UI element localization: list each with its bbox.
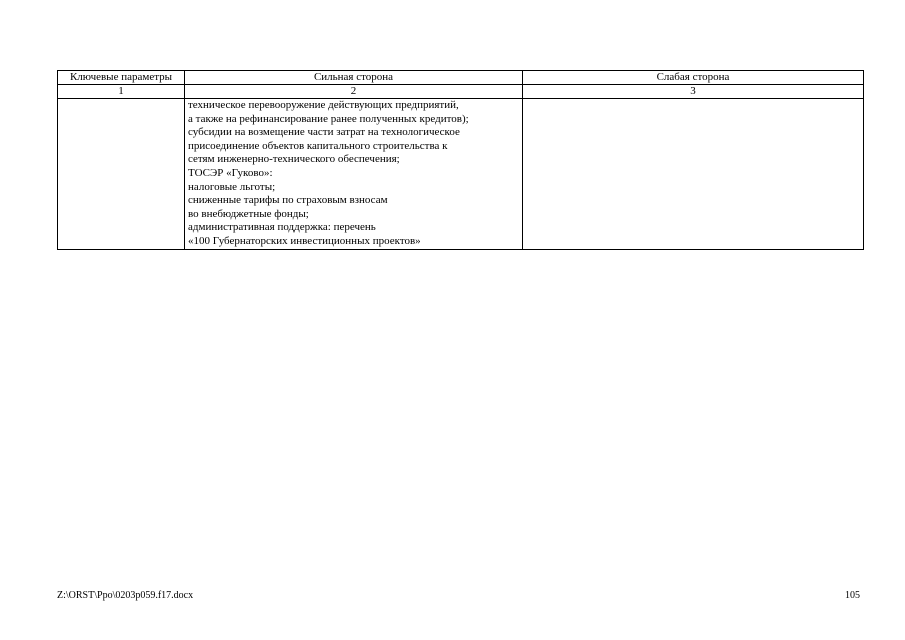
strength-line: «100 Губернаторских инвестиционных проектов» bbox=[188, 234, 421, 247]
strength-line: присоединение объектов капитального строительства к bbox=[188, 139, 448, 152]
header-strength: Сильная сторона bbox=[185, 71, 523, 85]
table-column-number-row bbox=[58, 85, 864, 99]
strength-line: ТОСЭР «Гуково»: bbox=[188, 166, 273, 179]
column-number-1: 1 bbox=[58, 85, 185, 99]
strength-line: а также на рефинансирование ранее полученных кредитов); bbox=[188, 112, 469, 125]
column-number-3: 3 bbox=[523, 85, 864, 99]
column-number-2: 2 bbox=[185, 85, 523, 99]
header-weakness: Слабая сторона bbox=[523, 71, 864, 85]
parameters-table bbox=[57, 70, 864, 250]
table-row bbox=[58, 99, 864, 250]
header-key-parameters: Ключевые параметры bbox=[58, 71, 185, 85]
strength-line: техническое перевооружение действующих предприятий, bbox=[188, 99, 459, 111]
strength-line: налоговые льготы; bbox=[188, 180, 276, 193]
strength-line: сниженные тарифы по страховым взносам bbox=[188, 194, 388, 207]
weakness-cell bbox=[523, 99, 864, 250]
strength-line: субсидии на возмещение части затрат на технологическое bbox=[188, 126, 460, 139]
footer-file-path: Z:\ORST\Ppo\0203p059.f17.docx bbox=[57, 590, 194, 601]
strength-line: во внебюджетные фонды; bbox=[188, 207, 309, 220]
param-cell bbox=[58, 99, 185, 250]
table-header-row bbox=[58, 71, 864, 85]
strength-cell bbox=[185, 99, 523, 250]
strength-line: административная поддержка: перечень bbox=[188, 221, 376, 234]
strength-line: сетям инженерно-технического обеспечения; bbox=[188, 153, 400, 166]
footer-page-number: 105 bbox=[845, 590, 860, 601]
